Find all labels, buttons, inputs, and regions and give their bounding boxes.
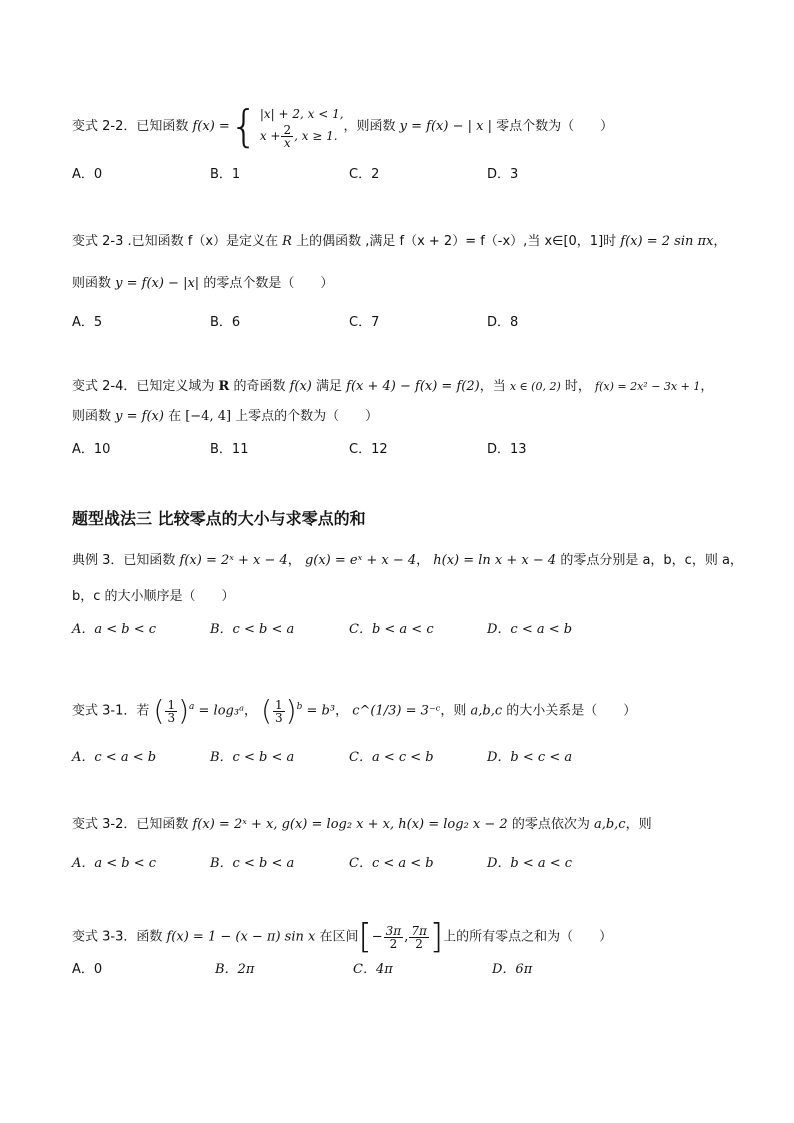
option-d[interactable]: D．3 [487,167,519,182]
option-c[interactable]: C．4π [353,962,393,977]
option-b[interactable]: B．11 [210,442,249,457]
problem-2-4-line1: 变式 2-4．已知定义域为 R 的奇函数 f(x) 满足 f(x + 4) − f(x) = f(2)，当 x ∈ (0, 2) 时， f(x) = 2x² − 3x + 1， [72,379,714,394]
option-d[interactable]: D．b < c < a [487,750,573,765]
piecewise-cases: |x| + 2, x < 1, x + $\frac{2}{x}$ , x ≥ 1. [259,107,344,150]
option-d[interactable]: D．8 [487,315,519,330]
example-3-options [72,620,772,640]
option-c[interactable]: C．b < a < c [349,622,434,637]
option-a[interactable]: A．5 [72,315,103,330]
problem-2-4-options [72,440,772,460]
section-heading: 题型战法三 比较零点的大小与求零点的和 [72,509,366,528]
problem-3-3-stem: 变式 3-3．函数 f(x) = 1 − (x − π) sin x 在区间[− $\frac{3\pi}{2}$ , $\frac{7\pi}{2}$ ]上的所有零点之和为（ ） [72,917,613,957]
option-a[interactable]: A．10 [72,442,111,457]
option-b[interactable]: B．2π [215,962,255,977]
option-b[interactable]: B．c < b < a [210,622,295,637]
option-b[interactable]: B．1 [210,167,241,182]
option-a[interactable]: A．c < a < b [72,750,157,765]
example-3-line1: 典例 3．已知函数 f(x) = 2ˣ + x − 4， g(x) = eˣ + x − 4， h(x) = ln x + x − 4 的零点分别是 a，b，c，则 a， [72,553,743,568]
option-d[interactable]: D．13 [487,442,527,457]
option-d[interactable]: D．b < a < c [487,856,573,871]
option-c[interactable]: C．12 [349,442,388,457]
option-c[interactable]: C．2 [349,167,380,182]
problem-2-3-options [72,313,772,333]
option-a[interactable]: A．0 [72,167,103,182]
problem-2-3-line1: 变式 2-3 .已知函数 f（x）是定义在 R 上的偶函数 ,满足 f（x + 2）= f（-x）,当 x∈[0，1]时 f(x) = 2 sin πx， [72,234,727,249]
problem-2-2-options [72,165,772,185]
option-c[interactable]: C．a < c < b [349,750,434,765]
option-b[interactable]: B．c < b < a [210,750,295,765]
problem-3-3-options [72,960,772,980]
problem-2-3-line2: 则函数 y = f(x) − |x| 的零点个数是（ ） [72,276,334,291]
problem-3-1-options [72,748,772,768]
example-3-line2: b，c 的大小顺序是（ ） [72,589,235,604]
option-a[interactable]: A．0 [72,962,103,977]
function-f-label: f(x) = [192,119,230,134]
option-d[interactable]: D．6π [492,962,533,977]
option-c[interactable]: C．7 [349,315,380,330]
option-a[interactable]: A．a < b < c [72,622,157,637]
option-b[interactable]: B．c < b < a [210,856,295,871]
problem-2-4-line2: 则函数 y = f(x) 在 [−4, 4] 上零点的个数为（ ） [72,409,379,424]
option-b[interactable]: B．6 [210,315,241,330]
problem-2-2-stem: 变式 2-2．已知函数 f(x) ={ |x| + 2, x < 1, x + $\frac{2}{x}$ , x ≥ 1. ，则函数 y = f(x) − | x | 零点个数为（ ） [72,100,614,152]
option-a[interactable]: A．a < b < c [72,856,157,871]
brace-symbol: { [229,100,258,152]
option-c[interactable]: C．c < a < b [349,856,434,871]
option-d[interactable]: D．c < a < b [487,622,573,637]
problem-3-1-stem: 变式 3-1．若 ( $\frac{1}{3}$ )$^a$ = log₃ᵃ， ( $\frac{1}{3}$ )$^b$ = b³， c^(1/3) = 3⁻ᶜ，则 a,b,c 的大小关系是（ ） [72,694,637,727]
problem-3-2-stem: 变式 3-2．已知函数 f(x) = 2ˣ + x, g(x) = log₂ x + x, h(x) = log₂ x − 2 的零点依次为 a,b,c，则 [72,817,652,832]
problem-3-2-options [72,854,772,874]
